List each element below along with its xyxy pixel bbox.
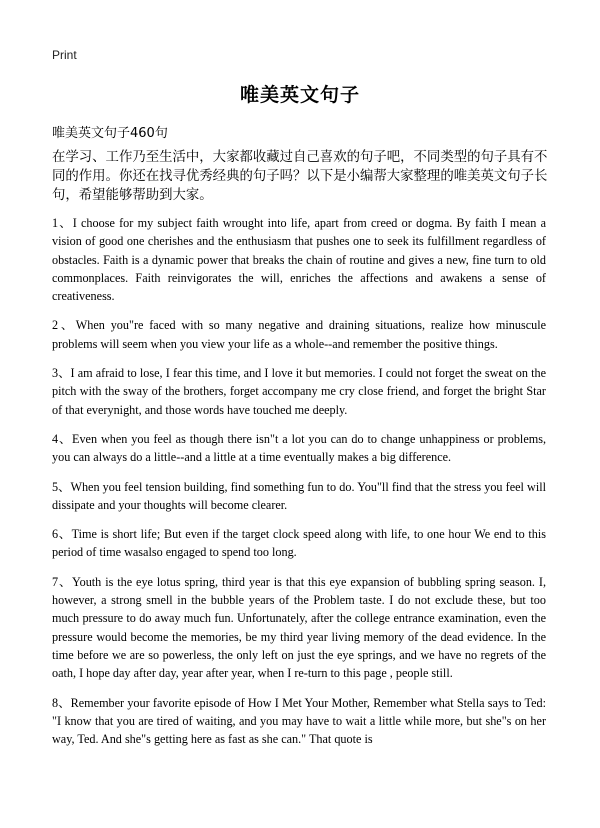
sentence-list (52, 214, 546, 759)
page-title: 唯美英文句子 (239, 84, 360, 106)
sentence-paragraph-8: 8、Remember your favorite episode of How I Met Your Mother, Remember what Stella says to Ted: "I know that you are tired of waiting, and you may have to wait a little while more, but she"s on her way, Ted. And she"s getting here as fast as she can." That quote is (52, 695, 546, 747)
sentence-paragraph-3: 3、I am afraid to lose, I fear this time, and I love it but memories. I could not forget the sweat on the pitch with the sway of the brothers, forget accompany me cry close friend, and forget the bright Star of that everynight, and those words have touched me deeply. (52, 366, 546, 417)
sentence-paragraph-5: 5、When you feel tension building, find something fun to do. You"ll find that the stress you feel will dissipate and your thoughts will become clearer. (52, 479, 546, 512)
sentence-paragraph-7: 7、Youth is the eye lotus spring, third year is that this eye expansion of bubbling spring season. I, however, a strong smell in the bubble years of the Problem taste. I do not exclude these, but too much pressure to do away much fun. Unfortunately, after the college entrance examination, even the pressure would become the memories, be my third year living memory of the dead evidence. In the time before we are so powerless, the only left on just the eye springs, and we have no regrets of the oath, I hope day after day, year after year, when I re-turn to this page , people still. (52, 574, 546, 681)
article-subtitle: 唯美英文句子460句 (52, 126, 168, 141)
intro-paragraph: 在学习、工作乃至生活中，大家都收藏过自己喜欢的句子吧，不同类型的句子具有不同的作用。你还在找寻优秀经典的句子吗？以下是小编帮大家整理的唯美英文句子长句，希望能够帮助到大家。 (52, 150, 548, 203)
sentence-paragraph-2: 2、When you"re faced with so many negative and draining situations, realize how minuscule problems will seem when you view your life as a whole--and remember the positive things. (52, 318, 546, 351)
print-link[interactable]: Print (52, 48, 77, 62)
sentence-paragraph-4: 4、Even when you feel as though there isn"t a lot you can do to change unhappiness or problems, you can always do a little--and a little at a time eventually makes a big difference. (52, 431, 546, 465)
sentence-paragraph-6: 6、Time is short life; But even if the target clock speed along with life, to one hour We end to this period of time wasalso engaged to spend too long. (52, 527, 546, 560)
sentence-paragraph-1: 1、I choose for my subject faith wrought into life, apart from creed or dogma. By faith I mean a vision of good one cherishes and the enthusiasm that pushes one to seek its fulfillment regardless of obstacles. Faith is a dynamic power that breaks the chain of routine and gives a new, fine turn to old commonplaces. Faith reinvigorates the will, enriches the affections and awakens a sense of creativeness. (52, 216, 546, 304)
